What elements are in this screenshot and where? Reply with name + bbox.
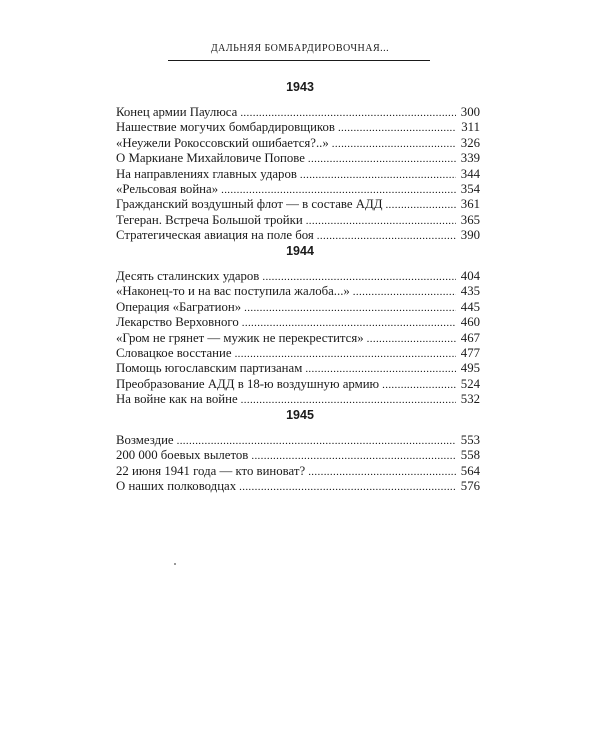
header-rule: [168, 60, 430, 61]
dot-leader: [305, 362, 456, 377]
toc-entry-page-number: 460: [460, 315, 480, 330]
toc-entry[interactable]: [116, 479, 480, 494]
dot-leader: [300, 168, 456, 183]
section-year-1945: 1945: [286, 408, 314, 422]
toc-list-1945: [116, 433, 480, 495]
toc-entry-title: «Наконец-то и на вас поступила жалоба...»: [116, 284, 350, 299]
toc-entry-page-number: 390: [460, 228, 480, 243]
dot-leader: [338, 121, 456, 136]
toc-entry-title: Конец армии Паулюса: [116, 105, 238, 119]
toc-entry-title: «Гром не грянет — мужик не перекрестится»: [116, 330, 364, 345]
toc-entry-page-number: 564: [460, 463, 480, 478]
toc-entry-page-number: 404: [460, 269, 480, 283]
toc-entry-page-number: 300: [460, 105, 480, 119]
dot-leader: [240, 106, 456, 121]
toc-entry-page-number: 553: [460, 433, 480, 447]
dot-leader: [235, 347, 456, 362]
dot-leader: [241, 393, 456, 408]
toc-entry-title: Стратегическая авиация на поле боя: [116, 228, 314, 243]
dot-leader: [306, 214, 456, 229]
toc-entry[interactable]: [116, 361, 480, 376]
toc-list-1943: [116, 105, 480, 244]
toc-entry-title: «Неужели Рокоссовский ошибается?..»: [116, 135, 329, 150]
dot-leader: [177, 434, 456, 449]
toc-entry-page-number: 354: [460, 181, 480, 196]
toc-entry-title: Помощь югославским партизанам: [116, 361, 303, 376]
toc-entry[interactable]: [116, 433, 480, 448]
toc-entry-title: Словацкое восстание: [116, 345, 232, 360]
toc-entry[interactable]: [116, 197, 480, 212]
toc-entry-page-number: 361: [460, 197, 480, 212]
toc-entry-page-number: 558: [460, 448, 480, 463]
toc-entry-page-number: 344: [460, 166, 480, 181]
dot-leader: [382, 378, 456, 393]
section-year-1944: 1944: [286, 244, 314, 258]
toc-entry[interactable]: [116, 392, 480, 407]
toc-entry-page-number: 445: [460, 299, 480, 314]
toc-entry-page-number: 365: [460, 212, 480, 227]
toc-entry[interactable]: [116, 448, 480, 463]
toc-entry[interactable]: [116, 300, 480, 315]
toc-entry-title: Преобразование АДД в 18-ю воздушную армию: [116, 376, 380, 391]
toc-entry[interactable]: [116, 228, 480, 243]
toc-entry[interactable]: [116, 182, 480, 197]
toc-entry[interactable]: [116, 284, 480, 299]
toc-entry-title: На направлениях главных ударов: [116, 166, 297, 181]
running-head: ДАЛЬНЯЯ БОМБАРДИРОВОЧНАЯ...: [210, 43, 390, 54]
toc-entry-page-number: 435: [460, 284, 480, 299]
dot-leader: [385, 198, 456, 213]
toc-entry-page-number: 576: [460, 479, 480, 494]
toc-entry-page-number: 477: [460, 345, 480, 360]
toc-entry-title: О наших полководцах: [116, 479, 237, 494]
toc-entry-title: Лекарство Верховного: [116, 315, 239, 330]
dot-leader: [353, 285, 456, 300]
dot-leader: [262, 270, 456, 285]
toc-entry[interactable]: [116, 315, 480, 330]
toc-entry-page-number: 495: [460, 361, 480, 376]
toc-entry-title: Десять сталинских ударов: [116, 269, 260, 283]
toc-entry[interactable]: [116, 136, 480, 151]
toc-list-1944: [116, 269, 480, 408]
dot-leader: [244, 301, 456, 316]
dot-leader: [308, 465, 456, 480]
dot-leader: [367, 332, 456, 347]
toc-entry[interactable]: [116, 120, 480, 135]
toc-entry[interactable]: [116, 269, 480, 284]
dot-leader: [221, 183, 456, 198]
toc-entry-title: Возмездие: [116, 433, 174, 447]
dot-leader: [239, 480, 456, 495]
toc-entry-title: «Рельсовая война»: [116, 181, 219, 196]
toc-entry[interactable]: [116, 105, 480, 120]
toc-entry-page-number: 311: [461, 120, 480, 135]
toc-entry-title: О Маркиане Михайловиче Попове: [116, 151, 305, 166]
dot-leader: [251, 449, 456, 464]
toc-entry[interactable]: [116, 464, 480, 479]
toc-entry-title: Тегеран. Встреча Большой тройки: [116, 212, 303, 227]
toc-entry-title: На войне как на войне: [116, 392, 238, 407]
toc-entry[interactable]: [116, 377, 480, 392]
toc-entry-title: Гражданский воздушный флот — в составе АДД: [116, 197, 383, 212]
toc-entry-title: Операция «Багратион»: [116, 299, 242, 314]
toc-entry-page-number: 326: [460, 135, 480, 150]
toc-entry[interactable]: [116, 331, 480, 346]
dot-leader: [308, 152, 456, 167]
print-speck: [174, 563, 176, 565]
dot-leader: [332, 137, 456, 152]
toc-entry-page-number: 524: [460, 376, 480, 391]
toc-entry[interactable]: [116, 167, 480, 182]
toc-entry-title: Нашествие могучих бомбардировщиков: [116, 120, 335, 135]
toc-entry[interactable]: [116, 346, 480, 361]
dot-leader: [242, 316, 456, 331]
toc-entry-title: 22 июня 1941 года — кто виноват?: [116, 463, 306, 478]
toc-entry[interactable]: [116, 213, 480, 228]
toc-entry-page-number: 339: [460, 151, 480, 166]
dot-leader: [317, 229, 456, 244]
toc-entry-page-number: 467: [460, 330, 480, 345]
toc-entry-page-number: 532: [460, 392, 480, 407]
toc-entry-title: 200 000 боевых вылетов: [116, 448, 249, 463]
toc-entry[interactable]: [116, 151, 480, 166]
section-year-1943: 1943: [286, 80, 314, 94]
